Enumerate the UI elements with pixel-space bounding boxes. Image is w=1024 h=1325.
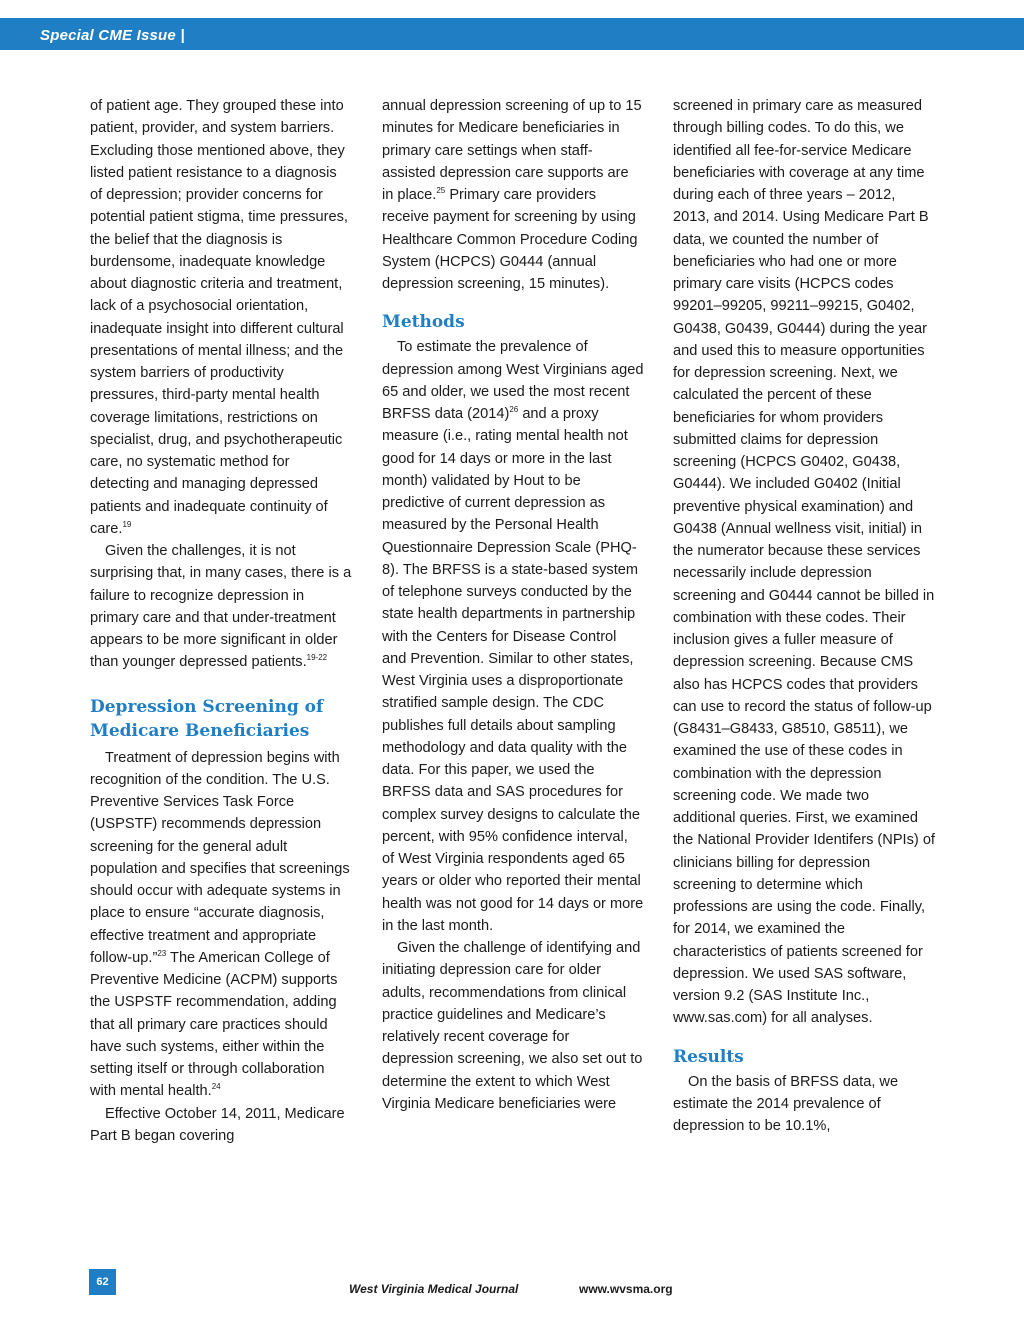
paragraph: Given the challenge of identifying and initiating depression care for older adults, recommendations from clinical practice guidelines and Medicare’s relatively recent coverage for depression screening, we also set out to determine the extent to which West Virginia Medicare beneficiaries were — [382, 940, 643, 1112]
paragraph: annual depression screening of up to 15 minutes for Medicare beneficiaries in primary care settings when staff-assisted depression care supports are in place.$^{25}$ Primary care providers receive payment for screening by using Healthcare Common Procedure Coding System (HCPCS) G0444 (annual depression screening, 15 minutes). — [382, 98, 642, 292]
issue-title: Special CME Issue | — [40, 27, 185, 44]
section-heading-depression-screening: Depression Screening of Medicare Beneficiaries — [90, 696, 324, 741]
paragraph: To estimate the prevalence of depression among West Virginians aged 65 and older, we used the most recent BRFSS data $(2014)^{26}$ and a proxy measure (i.e., rating mental health not good for 14 days or more in the last month) validated by Hout to be predictive of current depression as measured by the Personal Health Questionnaire Depression Scale (PHQ-8). The BRFSS is a state-based system of telephone surveys conducted by the state health departments in partnership with the Centers for Disease Control and Prevention. Similar to other states, West Virginia uses a disproportionate stratified sample design. The CDC publishes full details about sampling methodology and data quality with the data. For this paper, we used the BRFSS data and SAS procedures for complex survey designs to calculate the percent, with 95% confidence interval, of West Virginia respondents aged 65 years or older who reported their mental health was not good for 14 days or more in the last month. — [382, 339, 644, 934]
paragraph: screened in primary care as measured through billing codes. To do this, we identified all fee-for-service Medicare beneficiaries with coverage at any time during each of three years – 2012, 2013, and 2014. Using Medicare Part B data, we counted the number of beneficiaries who had one or more primary care visits (HCPCS codes 99201–99205, 99211–99215, G0402, G0438, G0439, G0444) during the year and used this to measure opportunities for depression screening. Next, we calculated the percent of these beneficiaries for whom providers submitted claims for depression screening (HCPCS G0402, G0438, G0444). We included G0402 (Initial preventive physical examination) and G0438 (Annual wellness visit, initial) in the numerator because these services necessarily include depression screening and G0444 cannot be billed in combination with these codes. Their inclusion gives a fuller measure of depression screening. Because CMS also has HCPCS codes that providers can use to record the status of follow-up (G8431–G8433, G8510, G8511), we examined the use of these codes in combination with the depression screening code. We made two additional queries. First, we examined the National Provider Identifers (NPIs) of clinicians billing for depression screening to determine which professions are using the code. Finally, for 2014, we examined the characteristics of patients screened for depression. We used SAS software, version 9.2 (SAS Institute Inc., www.sas.com) for all analyses. — [673, 98, 935, 1027]
reference: 19-22 — [306, 653, 328, 663]
paragraph: Given the challenges, it is not surprising that, in many cases, there is a failure to recognize depression in primary care and that under-treatment appears to be more significant in older than younger depressed patients.$^{19-22}$ — [90, 543, 352, 671]
website-link[interactable]: www.wvsma.org — [579, 1282, 673, 1296]
paragraph: Treatment of depression begins with recognition of the condition. The U.S. Preventive Services Task Force (USPSTF) recommends depression screening for the general adult population and specifies that screenings should occur with adequate systems in place to ensure “accurate diagnosis, effective treatment and appropriate follow-up.”$^{23}$ The American College of Preventive Medicine (ACPM) supports the USPSTF recommendation, adding that all primary care practices should have such systems, either within the setting itself or through collaboration with mental health.$^{24}$ — [90, 749, 350, 1100]
paragraph: On the basis of BRFSS data, we estimate the 2014 prevalence of depression to be 10.1%, — [673, 1073, 899, 1134]
reference: 25 — [436, 186, 446, 195]
paragraph: Effective October 14, 2011, Medicare Part B began covering — [90, 1105, 345, 1144]
reference: 24 — [211, 1082, 221, 1092]
page-number: 62 — [89, 1269, 116, 1295]
column-2 — [382, 95, 644, 1115]
column-3 — [673, 95, 935, 1137]
section-heading-results: Results — [673, 1046, 744, 1067]
reference: 19 — [122, 519, 132, 529]
section-heading-methods: Methods — [382, 312, 465, 333]
reference: 26 — [509, 405, 519, 414]
column-1 — [90, 95, 352, 1147]
paragraph: of patient age. They grouped these into patient, provider, and system barriers. Excluding those mentioned above, they listed patient resistance to a diagnosis of depression; provider concerns for potential patient stigma, time pressures, the belief that the diagnosis is burdensome, inadequate knowledge about diagnostic criteria and treatment, lack of a psychosocial orientation, inadequate insight into different cultural presentations of mental illness; and the system barriers of productivity pressures, third-party mental health coverage limitations, restrictions on specialist, drug, and psychotherapeutic care, no systematic method for detecting and managing depressed patients and inadequate continuity of care.$^{19}$ — [90, 98, 348, 537]
reference: 23 — [157, 948, 167, 958]
journal-name: West Virginia Medical Journal — [349, 1282, 519, 1296]
header-bar — [0, 18, 1024, 50]
